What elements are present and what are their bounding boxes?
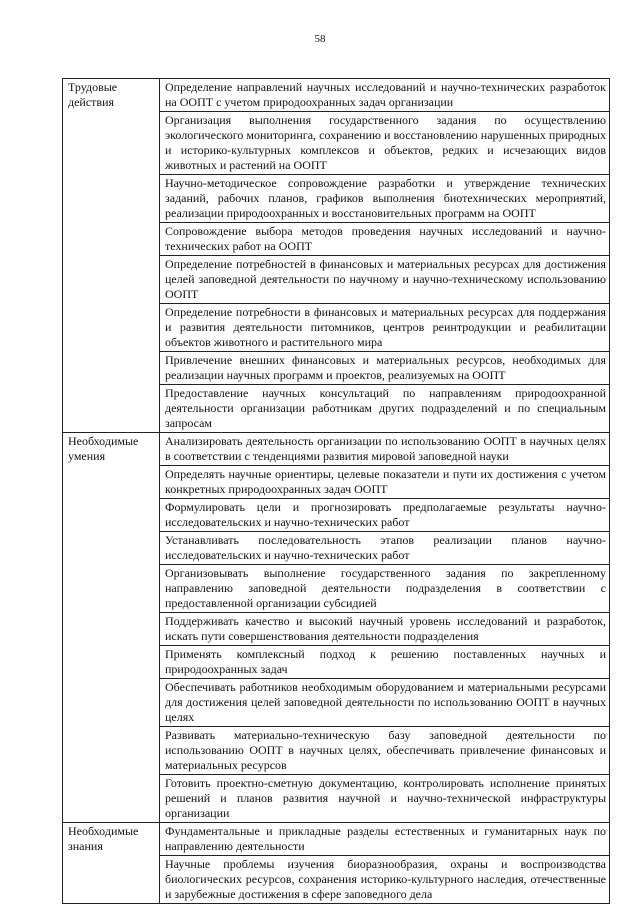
section-item: Готовить проектно-сметную документацию, контролировать исполнение принятых решений и планов развития научной и научно-технической инфраструктуры организации	[160, 775, 610, 823]
section-item: Обеспечивать работников необходимым оборудованием и материальными ресурсами для достижения целей заповедной деятельности по использованию ООПТ в научных целях	[160, 679, 610, 727]
section-item: Определение потребности в финансовых и материальных ресурсах для поддержания и развития деятельности питомников, центров реинтродукции и реабилитации объектов животного и растительного мира	[160, 304, 610, 352]
section-item: Формулировать цели и прогнозировать предполагаемые результаты научно-исследовательских и научно-технических работ	[160, 499, 610, 532]
table-row	[63, 433, 610, 466]
section-label: Трудовые действия	[63, 79, 160, 433]
section-item: Привлечение внешних финансовых и материальных ресурсов, необходимых для реализации научных программ и проектов, реализуемых на ООПТ	[160, 352, 610, 385]
section-item: Определение потребностей в финансовых и материальных ресурсах для достижения целей заповедной деятельности по научному и научно-техническому использованию ООПТ	[160, 256, 610, 304]
competency-table-body	[63, 79, 610, 904]
section-item: Развивать материально-техническую базу заповедной деятельности по использованию ООПТ в научных целях, обеспечивать привлечение финансовых и материальных ресурсов	[160, 727, 610, 775]
section-label: Необходимые умения	[63, 433, 160, 823]
section-item: Научно-методическое сопровождение разработки и утверждение технических заданий, рабочих планов, графиков выполнения биотехнических мероприятий, реализации природоохранных и восстановительных программ на ООПТ	[160, 175, 610, 223]
section-item: Определять научные ориентиры, целевые показатели и пути их достижения с учетом конкретных природоохранных задач ООПТ	[160, 466, 610, 499]
section-item: Организация выполнения государственного задания по осуществлению экологического мониторинга, сохранению и восстановлению нарушенных природных и историко-культурных комплексов и объектов, редких и исчезающих видов животных и растений на ООПТ	[160, 112, 610, 175]
competency-table	[62, 78, 610, 904]
section-item: Сопровождение выбора методов проведения научных исследований и научно-технических работ на ООПТ	[160, 223, 610, 256]
section-item: Фундаментальные и прикладные разделы естественных и гуманитарных наук по направлению деятельности	[160, 823, 610, 856]
section-item: Предоставление научных консультаций по направлениям природоохранной деятельности организации работникам других подразделений и по специальным запросам	[160, 385, 610, 433]
section-item: Анализировать деятельность организации по использованию ООПТ в научных целях в соответствии с тенденциями развития мировой заповедной науки	[160, 433, 610, 466]
table-row	[63, 823, 610, 856]
section-label: Необходимые знания	[63, 823, 160, 904]
section-item: Научные проблемы изучения биоразнообразия, охраны и воспроизводства биологических ресурсов, сохранения историко-культурного наследия, отечественные и зарубежные достижения в сфере заповедного дела	[160, 856, 610, 904]
page-number: 58	[314, 33, 326, 45]
section-item: Поддерживать качество и высокий научный уровень исследований и разработок, искать пути совершенствования деятельности подразделения	[160, 613, 610, 646]
section-item: Организовывать выполнение государственного задания по закрепленному направлению заповедной деятельности подразделения в соответствии с предоставленной организации субсидией	[160, 565, 610, 613]
table-row	[63, 79, 610, 112]
section-item: Определение направлений научных исследований и научно-технических разработок на ООПТ с учетом природоохранных задач организации	[160, 79, 610, 112]
section-item: Устанавливать последовательность этапов реализации планов научно-исследовательских и научно-технических работ	[160, 532, 610, 565]
section-item: Применять комплексный подход к решению поставленных научных и природоохранных задач	[160, 646, 610, 679]
